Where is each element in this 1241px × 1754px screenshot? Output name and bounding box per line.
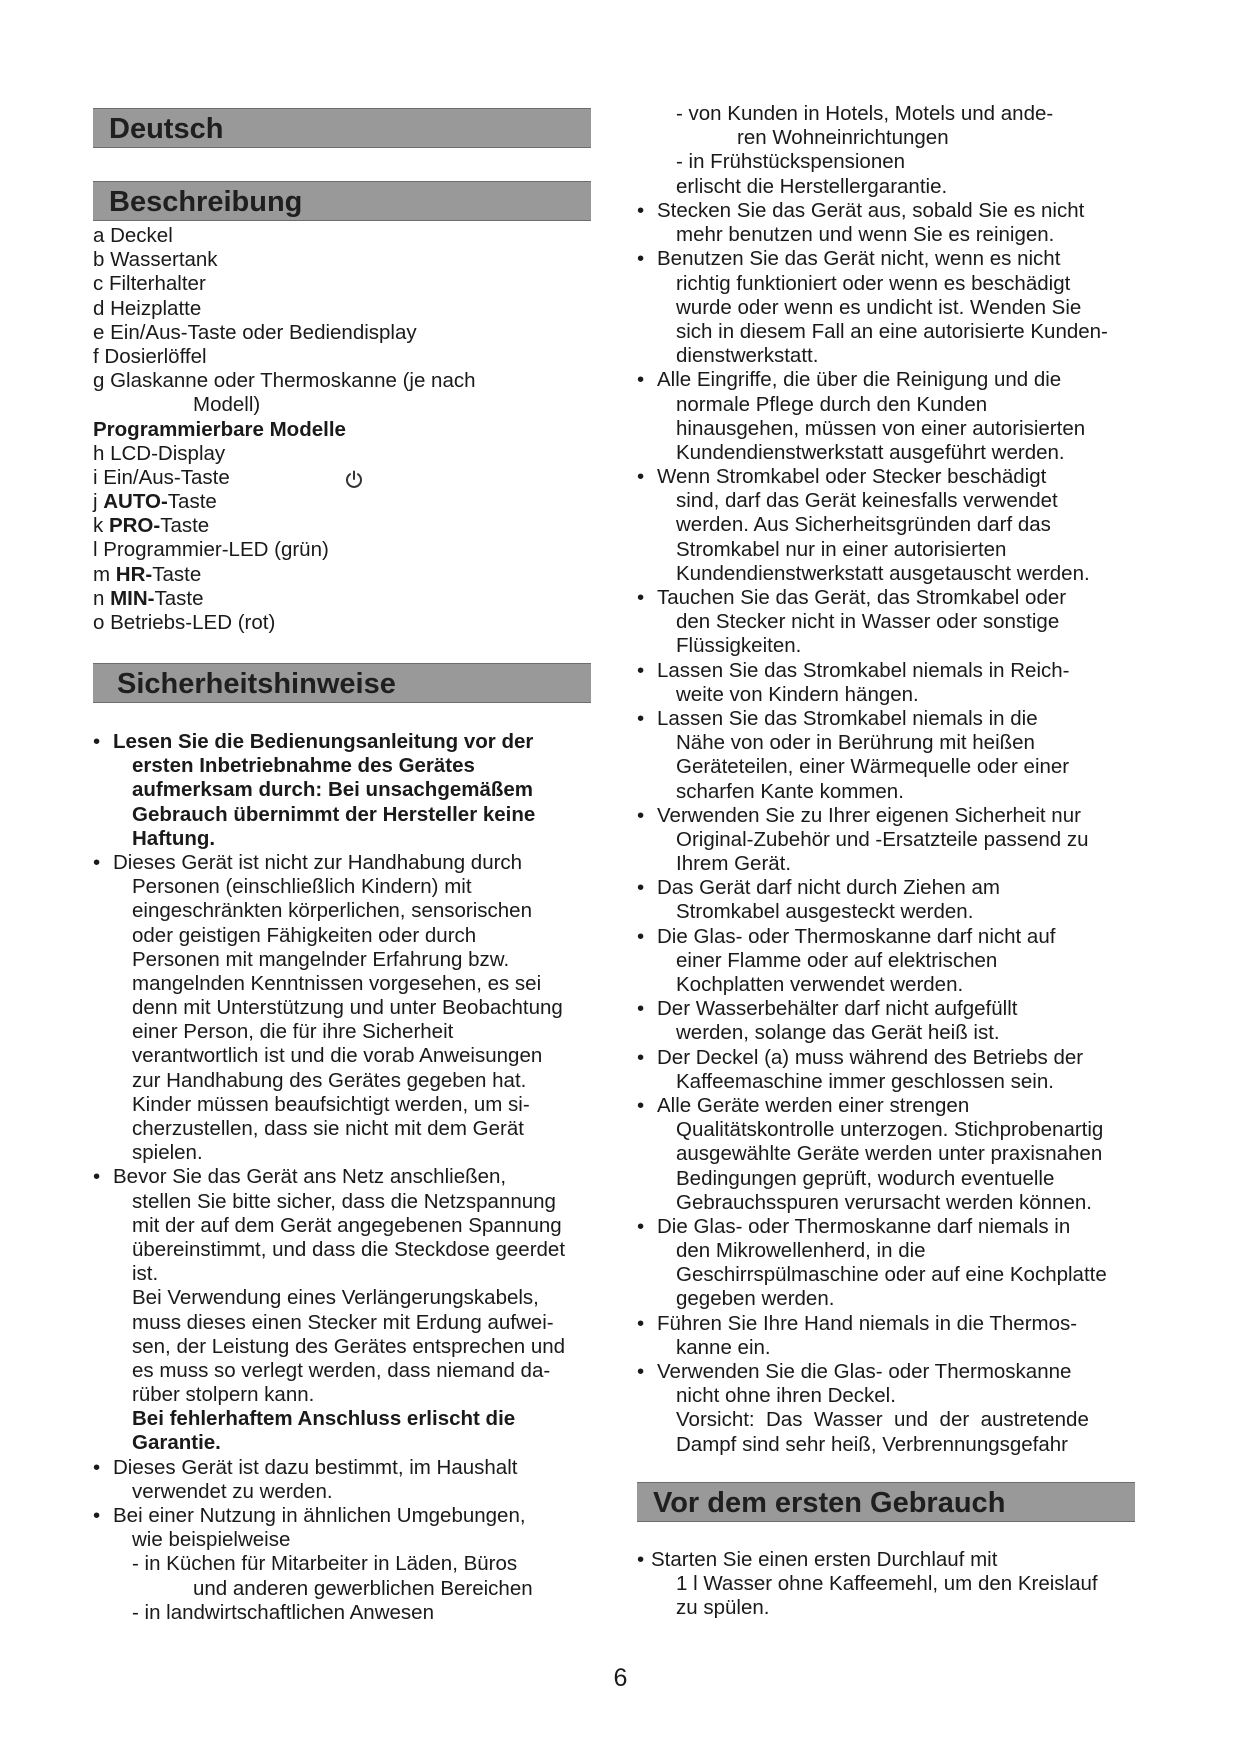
list-line: Haftung.: [132, 826, 216, 850]
list-line: mangelnden Kenntnissen vorgesehen, es sei: [132, 971, 542, 995]
bullet-icon: •: [93, 1504, 101, 1527]
bullet-icon: •: [637, 997, 645, 1021]
list-line: 1 l Wasser ohne Kaffeemehl, um den Kreislauf: [676, 1572, 1098, 1596]
list-line: normale Pflege durch den Kunden: [676, 392, 988, 416]
bullet-icon: •: [637, 199, 645, 222]
list-line: cherzustellen, dass sie nicht mit dem Gerät: [132, 1117, 524, 1140]
list-line: Dampf sind sehr heiß, Verbrennungsgefahr: [676, 1432, 1069, 1456]
bullet-icon: •: [637, 586, 645, 609]
bullet-icon: •: [637, 706, 645, 730]
list-line: Bei Verwendung eines Verlängerungskabels,: [132, 1286, 539, 1310]
list-line: Tauchen Sie das Gerät, das Stromkabel oder: [657, 586, 1067, 609]
list-item: [93, 563, 476, 587]
list-line: Kundendienstwerkstatt ausgeführt werden.: [676, 440, 1065, 464]
safety-item: [93, 851, 565, 1165]
list-line: Geräteteilen, einer Wärmequelle oder einer: [676, 755, 1070, 779]
list-item: o Betriebs-LED (rot): [93, 611, 276, 634]
list-line: verantwortlich ist und die vorab Anweisungen: [132, 1044, 543, 1068]
bullet-icon: •: [93, 1455, 101, 1479]
bullet-icon: •: [637, 1360, 645, 1383]
bullet-icon: •: [637, 1093, 645, 1117]
safety-item: [93, 1165, 565, 1455]
item-key: AUTO-: [103, 490, 168, 514]
safety-item: [637, 804, 1108, 877]
safety-item: [637, 586, 1108, 659]
list-line: eingeschränkten körperlichen, sensorischen: [132, 899, 532, 923]
safety-item: [637, 707, 1108, 804]
safety-item: [637, 997, 1108, 1045]
list-line: rüber stolpern kann.: [132, 1383, 315, 1407]
bullet-icon: •: [637, 1311, 645, 1335]
bullet-icon: •: [637, 876, 645, 900]
list-line: aufmerksam durch: Bei unsachgemäßem: [132, 778, 534, 802]
list-line: zu spülen.: [676, 1596, 770, 1620]
list-line: Dieses Gerät ist nicht zur Handhabung durch: [113, 850, 523, 874]
safety-item: [637, 465, 1108, 586]
list-line: weite von Kindern hängen.: [676, 682, 919, 706]
safety-item: [637, 925, 1108, 998]
bullet-icon: •: [637, 803, 645, 827]
list-line: und anderen gewerblichen Bereichen: [193, 1576, 533, 1600]
list-item: e Ein/Aus-Taste oder Bediendisplay: [93, 320, 417, 344]
list-line: spielen.: [132, 1141, 203, 1165]
list-line: Bevor Sie das Gerät ans Netz anschließen,: [113, 1165, 507, 1189]
list-line: zur Handhabung des Gerätes gegeben hat.: [132, 1068, 527, 1092]
item-suffix: Taste: [167, 490, 217, 514]
list-line: Original-Zubehör und -Ersatzteile passend zu: [676, 827, 1089, 851]
list-line: Lassen Sie das Stromkabel niemals in Reich-: [657, 658, 1070, 682]
heading-beschreibung-text: Beschreibung: [109, 186, 303, 218]
item-key: HR-: [115, 562, 153, 586]
list-line: werden. Aus Sicherheitsgründen darf das: [676, 513, 1051, 537]
list-line: Verwenden Sie die Glas- oder Thermoskanne: [657, 1360, 1072, 1383]
list-item: g Glaskanne oder Thermoskanne (je nach: [93, 369, 476, 393]
safety-item: [637, 659, 1108, 707]
safety-item-bold-warning: [93, 730, 565, 851]
list-line: erlischt die Herstellergarantie.: [676, 174, 948, 198]
list-line: übereinstimmt, und dass die Steckdose geerdet: [132, 1237, 566, 1261]
heading-sicherheitshinweise: [93, 663, 591, 703]
list-item: h LCD-Display: [93, 441, 226, 465]
list-line: Personen mit mangelnder Erfahrung bzw.: [132, 947, 510, 971]
safety-item: [93, 1504, 565, 1625]
list-line: Garantie.: [132, 1431, 221, 1455]
list-item: Modell): [193, 393, 261, 417]
list-line: sind, darf das Gerät keinesfalls verwendet: [676, 489, 1058, 513]
list-line: Bei fehlerhaftem Anschluss erlischt die: [132, 1407, 516, 1431]
heading-vor-dem-ersten-gebrauch: [637, 1482, 1135, 1522]
bullet-icon: •: [93, 730, 101, 753]
beschreibung-list: [93, 224, 476, 635]
list-line: Starten Sie einen ersten Durchlauf mit: [651, 1548, 998, 1571]
bullet-icon: •: [93, 1165, 101, 1189]
power-icon: [344, 469, 364, 489]
list-item: [637, 1548, 1098, 1621]
list-line: sen, der Leistung des Gerätes entsprechen und: [132, 1334, 566, 1358]
list-line: muss dieses einen Stecker mit Erdung aufwei-: [132, 1310, 554, 1334]
bullet-icon: •: [637, 1045, 645, 1069]
list-line: Kinder müssen beaufsichtigt werden, um si-: [132, 1092, 530, 1116]
safety-item: [637, 1215, 1108, 1312]
bullet-icon: •: [637, 658, 645, 682]
list-line: Ihrem Gerät.: [676, 852, 792, 876]
heading-sicherheitshinweise-text: Sicherheitshinweise: [117, 668, 396, 700]
list-item: l Programmier-LED (grün): [93, 538, 329, 562]
list-line: Alle Eingriffe, die über die Reinigung und die: [657, 368, 1062, 392]
heading-beschreibung: [93, 181, 591, 221]
list-line: ren Wohneinrichtungen: [737, 126, 949, 150]
left-safety-list: [93, 730, 565, 1625]
list-line: - von Kunden in Hotels, Motels und ande-: [676, 102, 1054, 125]
bullet-icon: •: [637, 924, 645, 948]
list-line: es muss so verlegt werden, dass niemand da-: [132, 1358, 551, 1382]
list-line: - in landwirtschaftlichen Anwesen: [132, 1600, 434, 1624]
list-line: Kundendienstwerkstatt ausgetauscht werden.: [676, 561, 1090, 585]
item-suffix: Taste: [154, 586, 204, 610]
list-line: mit der auf dem Gerät angegebenen Spannung: [132, 1213, 562, 1237]
bullet-icon: •: [637, 368, 645, 392]
list-line: scharfen Kante kommen.: [676, 779, 904, 803]
safety-item: [637, 1312, 1108, 1360]
list-item: i Ein/Aus-Taste: [93, 465, 230, 489]
list-line: Qualitätskontrolle unterzogen. Stichprobenartig: [676, 1118, 1104, 1142]
list-line: Verwenden Sie zu Ihrer eigenen Sicherheit nur: [657, 803, 1081, 827]
list-line: Benutzen Sie das Gerät nicht, wenn es nicht: [657, 247, 1061, 271]
safety-item: [637, 247, 1108, 368]
list-line: verwendet zu werden.: [132, 1479, 333, 1503]
list-item: f Dosierlöffel: [93, 344, 207, 368]
item-suffix: Taste: [160, 514, 210, 538]
list-line: Der Deckel (a) muss während des Betriebs der: [657, 1045, 1084, 1069]
list-line: wurde oder wenn es undicht ist. Wenden Sie: [676, 295, 1082, 319]
page-number: 6: [613, 1664, 628, 1692]
right-continuation: [637, 102, 1053, 199]
heading-deutsch-text: Deutsch: [109, 113, 224, 145]
erster-gebrauch-list: [637, 1548, 1098, 1621]
list-line: dienstwerkstatt.: [676, 344, 819, 368]
list-item: a Deckel: [93, 224, 173, 247]
list-line: Personen (einschließlich Kindern) mit: [132, 875, 472, 899]
list-line: hinausgehen, müssen von einer autorisierten: [676, 416, 1086, 440]
heading-deutsch: [93, 108, 591, 148]
list-line: Das Gerät darf nicht durch Ziehen am: [657, 876, 1000, 900]
item-key: PRO-: [108, 514, 161, 538]
list-line: wie beispielweise: [132, 1528, 291, 1552]
safety-item: [637, 199, 1108, 247]
list-line: stellen Sie bitte sicher, dass die Netzspannung: [132, 1189, 556, 1213]
list-line: den Mikrowellenherd, in die: [676, 1239, 926, 1263]
list-line: Führen Sie Ihre Hand niemals in die Thermos-: [657, 1311, 1078, 1335]
list-line: Stromkabel nur in einer autorisierten: [676, 537, 1007, 561]
list-item: b Wassertank: [93, 248, 218, 272]
list-line: Gebrauchsspuren verursacht werden können.: [676, 1190, 1092, 1214]
list-line: Die Glas- oder Thermoskanne darf nicht auf: [657, 924, 1056, 948]
item-letter: m: [93, 562, 116, 586]
item-suffix: Taste: [152, 562, 202, 586]
list-line: gegeben werden.: [676, 1287, 835, 1311]
list-line: Stromkabel ausgesteckt werden.: [676, 900, 974, 924]
item-key: MIN-: [110, 586, 155, 610]
list-line: ausgewählte Geräte werden unter praxisnahen: [676, 1142, 1103, 1166]
item-letter: k: [93, 514, 109, 538]
list-line: ersten Inbetriebnahme des Gerätes: [132, 754, 475, 778]
bullet-icon: •: [637, 1548, 645, 1571]
list-line: oder geistigen Fähigkeiten oder durch: [132, 923, 477, 947]
list-item: d Heizplatte: [93, 296, 202, 320]
list-line: Gebrauch übernimmt der Hersteller keine: [132, 802, 536, 826]
list-line: den Stecker nicht in Wasser oder sonstige: [676, 610, 1060, 634]
safety-item: [637, 1094, 1108, 1215]
list-line: Bedingungen geprüft, wodurch eventuelle: [676, 1166, 1055, 1190]
list-line: denn mit Unterstützung und unter Beobachtung: [132, 996, 563, 1020]
list-line: Stecken Sie das Gerät aus, sobald Sie es nicht: [657, 199, 1085, 222]
list-line: Lesen Sie die Bedienungsanleitung vor der: [113, 730, 534, 753]
safety-item: [637, 1046, 1108, 1094]
list-line: Der Wasserbehälter darf nicht aufgefüllt: [657, 997, 1018, 1021]
programmable-models-heading: Programmierbare Modelle: [93, 417, 346, 441]
list-line: Flüssigkeiten.: [676, 634, 802, 658]
list-line: nicht ohne ihren Deckel.: [676, 1384, 896, 1408]
list-line: mehr benutzen und wenn Sie es reinigen.: [676, 223, 1055, 247]
safety-item: [637, 876, 1108, 924]
safety-item: [637, 368, 1108, 465]
list-line: Nähe von oder in Berührung mit heißen: [676, 731, 1035, 755]
list-line: kanne ein.: [676, 1335, 771, 1359]
item-letter: j: [93, 490, 104, 514]
list-line: Vorsicht: Das Wasser und der austretende: [676, 1408, 1089, 1432]
list-line: Bei einer Nutzung in ähnlichen Umgebungen,: [113, 1504, 526, 1527]
list-line: richtig funktioniert oder wenn es beschädigt: [676, 271, 1071, 295]
list-item: [93, 587, 476, 611]
list-line: Kaffeemaschine immer geschlossen sein.: [676, 1069, 1054, 1093]
list-item: c Filterhalter: [93, 272, 206, 296]
heading-vor-dem-ersten-gebrauch-text: Vor dem ersten Gebrauch: [653, 1487, 1006, 1519]
list-line: - in Küchen für Mitarbeiter in Läden, Büros: [132, 1552, 518, 1576]
bullet-icon: •: [93, 850, 101, 874]
list-line: werden, solange das Gerät heiß ist.: [676, 1021, 1000, 1045]
list-line: - in Frühstückspensionen: [676, 150, 906, 174]
right-safety-list: [637, 199, 1108, 1457]
list-line: sich in diesem Fall an eine autorisierte Kunden-: [676, 319, 1108, 343]
list-line: einer Flamme oder auf elektrischen: [676, 948, 998, 972]
bullet-icon: •: [637, 247, 645, 271]
list-line: Geschirrspülmaschine oder auf eine Kochplatte: [676, 1263, 1107, 1287]
list-line: einer Person, die für ihre Sicherheit: [132, 1020, 454, 1044]
list-line: Kochplatten verwendet werden.: [676, 973, 964, 996]
list-line: Alle Geräte werden einer strengen: [657, 1093, 970, 1117]
safety-item: [93, 1456, 565, 1504]
bullet-icon: •: [637, 465, 645, 489]
item-letter: n: [93, 586, 111, 610]
list-item: [93, 490, 476, 514]
list-line: Dieses Gerät ist dazu bestimmt, im Haushalt: [113, 1455, 518, 1479]
list-item: [93, 514, 476, 538]
safety-item: [637, 1360, 1108, 1457]
bullet-icon: •: [637, 1214, 645, 1238]
list-line: Die Glas- oder Thermoskanne darf niemals in: [657, 1214, 1071, 1238]
list-line: Wenn Stromkabel oder Stecker beschädigt: [657, 465, 1047, 489]
list-line: Lassen Sie das Stromkabel niemals in die: [657, 706, 1038, 730]
list-line: ist.: [132, 1262, 159, 1286]
